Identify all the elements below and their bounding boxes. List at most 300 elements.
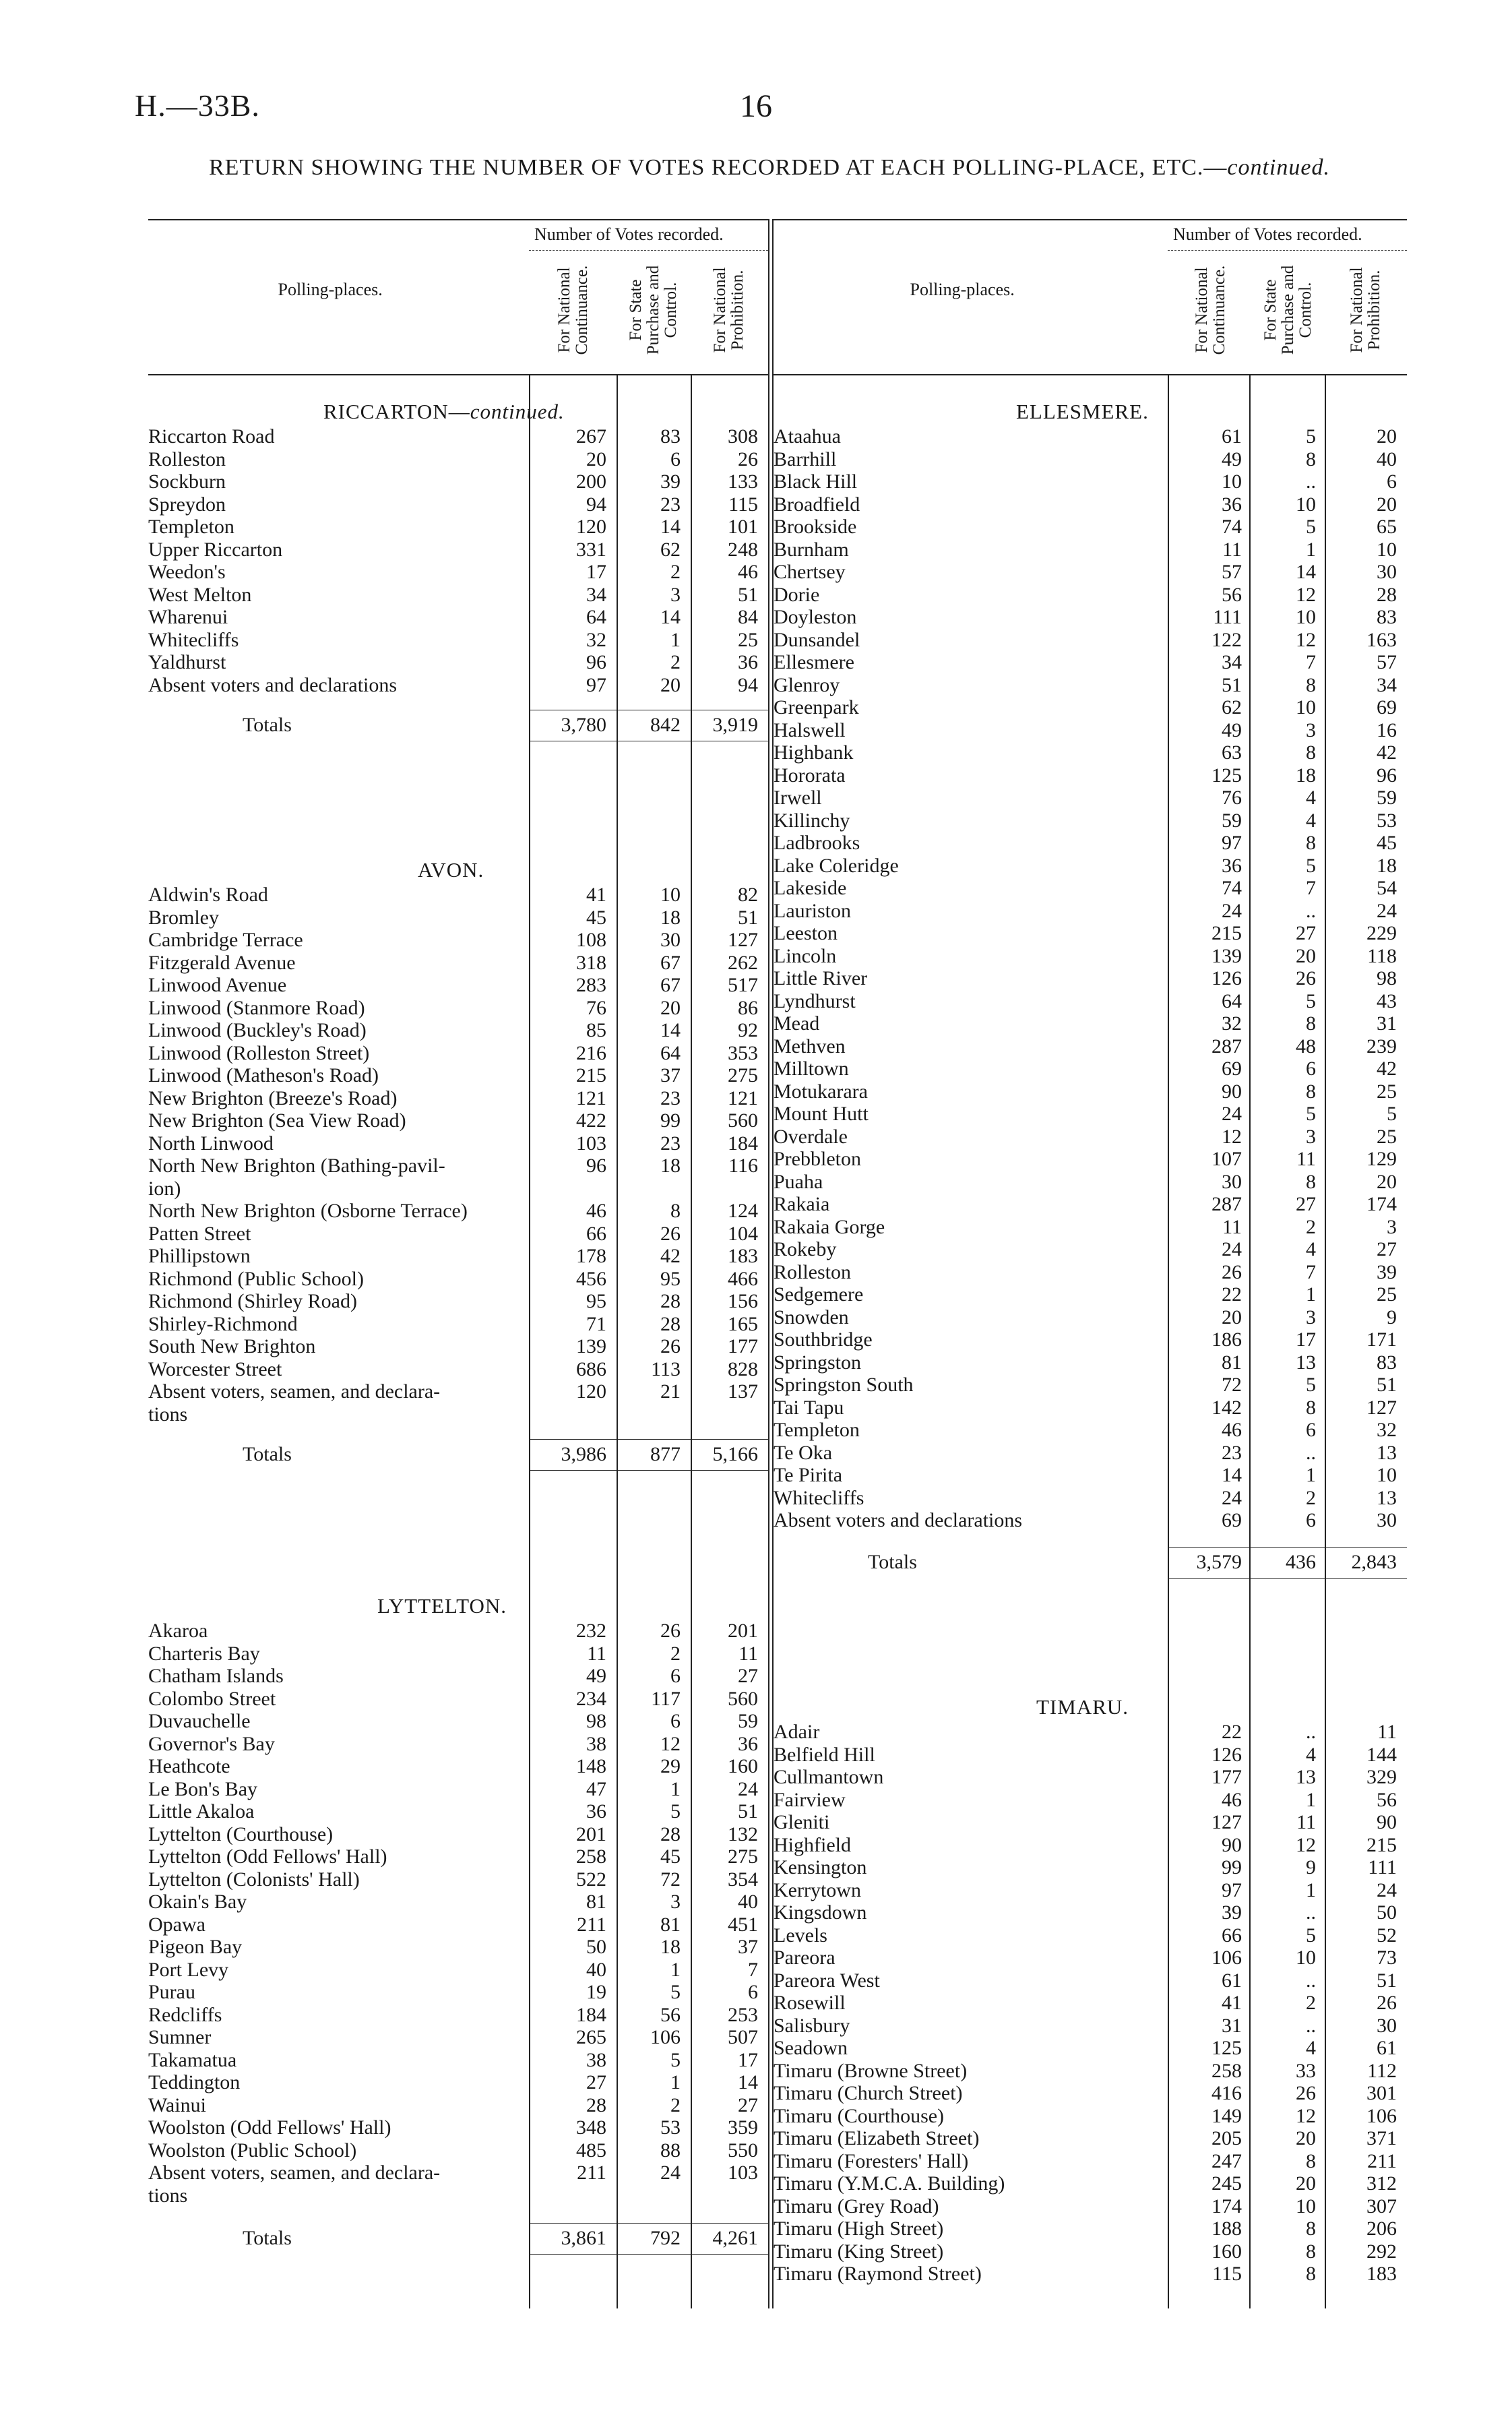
polling-place-name: Kingsdown xyxy=(774,1901,867,1924)
table-row xyxy=(774,877,1407,899)
vote-count-c2: 1 xyxy=(1306,538,1316,561)
vote-count-c3: 106 xyxy=(1366,2104,1397,2127)
vote-count-c1: 120 xyxy=(576,1380,606,1403)
polling-place-name: Port Levy xyxy=(148,1958,229,1981)
polling-place-name: North New Brighton (Bathing-pavil- xyxy=(148,1155,445,1177)
totals-label: Totals xyxy=(243,1443,292,1465)
polling-place-name: Absent voters and declarations xyxy=(774,1509,1023,1531)
vote-count-c1: 205 xyxy=(1211,2127,1242,2149)
polling-place-name: Colombo Street xyxy=(148,1687,276,1710)
vote-count-c3: 45 xyxy=(1377,832,1397,854)
polling-place-name: Upper Riccarton xyxy=(148,538,283,561)
table-row xyxy=(774,1012,1407,1035)
vote-count-c3: 84 xyxy=(738,606,758,628)
vote-count-c2: 3 xyxy=(1306,1306,1316,1328)
vote-count-c2: 8 xyxy=(1306,1012,1316,1035)
vote-count-c2: 1 xyxy=(1306,1788,1316,1811)
polling-place-name: Burnham xyxy=(774,538,849,561)
vote-count-c1: 331 xyxy=(576,538,606,561)
vote-count-c3: 229 xyxy=(1366,922,1397,944)
totals-c2: 436 xyxy=(1286,1550,1316,1573)
vote-count-c1: 318 xyxy=(576,951,606,974)
table-row xyxy=(148,1200,768,1222)
polling-place-name: Killinchy xyxy=(774,809,850,832)
table-row xyxy=(774,1834,1407,1856)
vote-count-c3: 354 xyxy=(728,1868,758,1891)
vote-count-c2: 12 xyxy=(1296,628,1316,651)
vote-count-c2: 23 xyxy=(660,1132,681,1155)
vote-count-c1: 23 xyxy=(1222,1441,1242,1464)
vote-count-c3: 184 xyxy=(728,1132,758,1155)
polling-place-name: Springston South xyxy=(774,1374,914,1396)
polling-place-name: Absent voters, seamen, and declara- xyxy=(148,2162,441,2184)
vote-count-c2: 14 xyxy=(660,1019,681,1041)
vote-count-c3: 20 xyxy=(1377,1170,1397,1193)
polling-place-name: tions xyxy=(148,1403,188,1426)
vote-count-c2: 6 xyxy=(670,1665,681,1687)
vote-count-c3: 307 xyxy=(1366,2195,1397,2217)
vote-count-c2: 56 xyxy=(660,2003,681,2026)
page-title xyxy=(209,155,1330,181)
table-row xyxy=(774,1103,1407,1125)
header-bottom-rule xyxy=(774,374,1407,375)
vote-count-c3: 201 xyxy=(728,1620,758,1642)
table-row xyxy=(774,1901,1407,1924)
vote-count-c2: .. xyxy=(1306,1721,1316,1743)
polling-place-name: Belfield Hill xyxy=(774,1743,875,1766)
vote-count-c2: 18 xyxy=(660,1936,681,1958)
vote-count-c2: 3 xyxy=(1306,1125,1316,1148)
vote-count-c1: 200 xyxy=(576,470,606,493)
vote-count-c1: 287 xyxy=(1211,1035,1242,1058)
vote-count-c2: 5 xyxy=(1306,425,1316,448)
polling-place-name: Lauriston xyxy=(774,899,851,922)
vote-count-c2: 48 xyxy=(1296,1035,1316,1058)
vote-count-c3: 215 xyxy=(1366,1833,1397,1856)
table-row xyxy=(774,1487,1407,1509)
polling-place-name: Linwood (Matheson's Road) xyxy=(148,1064,379,1086)
vote-count-c3: 18 xyxy=(1377,854,1397,877)
vote-count-c1: 416 xyxy=(1211,2082,1242,2104)
table-row xyxy=(774,1856,1407,1878)
vote-count-c1: 71 xyxy=(586,1312,606,1335)
vote-count-c1: 74 xyxy=(1222,877,1242,899)
vote-count-c2: 4 xyxy=(1306,1743,1316,1766)
polling-place-name: Templeton xyxy=(148,516,234,538)
table-row xyxy=(774,561,1407,583)
table-row xyxy=(148,1891,768,1913)
vote-count-c2: 2 xyxy=(1306,1486,1316,1509)
polling-place-name: Linwood (Stanmore Road) xyxy=(148,996,365,1019)
polling-place-name: North New Brighton (Osborne Terrace) xyxy=(148,1200,468,1222)
table-row xyxy=(148,2026,768,2048)
vote-count-c1: 184 xyxy=(576,2003,606,2026)
table-row xyxy=(774,1058,1407,1080)
table-row xyxy=(774,900,1407,922)
polling-place-name: Dorie xyxy=(774,583,820,606)
vote-count-c3: 30 xyxy=(1377,561,1397,583)
polling-place-name: Linwood (Rolleston Street) xyxy=(148,1041,370,1064)
vote-count-c1: 61 xyxy=(1222,1969,1242,1992)
vote-count-c3: 275 xyxy=(728,1845,758,1868)
vote-count-c1: 32 xyxy=(1222,1012,1242,1035)
vote-count-c2: 3 xyxy=(670,583,681,606)
table-row xyxy=(148,1800,768,1823)
vote-count-c3: 25 xyxy=(738,628,758,651)
vote-count-c1: 94 xyxy=(586,493,606,516)
vote-count-c1: 57 xyxy=(1222,561,1242,583)
vote-count-c3: 57 xyxy=(1377,651,1397,673)
table-row xyxy=(774,425,1407,448)
vote-count-c2: 88 xyxy=(660,2139,681,2162)
table-row xyxy=(148,1087,768,1109)
table-row xyxy=(774,651,1407,673)
document-reference: H.—33B. xyxy=(135,88,260,123)
table-row xyxy=(148,2071,768,2093)
vote-count-c2: 1 xyxy=(670,1958,681,1981)
vote-count-c2: 28 xyxy=(660,1823,681,1845)
vote-count-c1: 178 xyxy=(576,1245,606,1267)
vote-count-c3: 171 xyxy=(1366,1328,1397,1351)
vote-count-c3: 118 xyxy=(1367,944,1397,967)
polling-place-name: Black Hill xyxy=(774,470,858,493)
totals-c3: 4,261 xyxy=(712,2227,758,2249)
vote-count-c2: 17 xyxy=(1296,1328,1316,1351)
vote-count-c3: 94 xyxy=(738,673,758,696)
table-row xyxy=(774,809,1407,832)
vote-count-c1: 34 xyxy=(1222,651,1242,673)
table-row xyxy=(774,1080,1407,1103)
vote-count-c2: 20 xyxy=(1296,2127,1316,2149)
table-row xyxy=(148,1042,768,1064)
table-row xyxy=(774,2037,1407,2059)
vote-count-c2: 4 xyxy=(1306,2037,1316,2059)
vote-count-c2: 1 xyxy=(1306,1878,1316,1901)
header-bottom-rule xyxy=(148,374,768,375)
vote-count-c1: 32 xyxy=(586,628,606,651)
table-row xyxy=(774,2082,1407,2104)
vote-count-c3: 156 xyxy=(728,1290,758,1312)
polling-place-name: Woolston (Odd Fellows' Hall) xyxy=(148,2116,391,2139)
table-row xyxy=(774,2172,1407,2195)
vote-count-c1: 38 xyxy=(586,1732,606,1755)
vote-count-c2: 23 xyxy=(660,1086,681,1109)
vote-count-c1: 81 xyxy=(1222,1351,1242,1374)
vote-count-c2: .. xyxy=(1306,1969,1316,1992)
vote-count-c1: 49 xyxy=(1222,448,1242,470)
polling-place-name: Governor's Bay xyxy=(148,1732,275,1755)
polling-place-name: Doyleston xyxy=(774,606,857,628)
table-row xyxy=(148,606,768,628)
polling-place-name: Patten Street xyxy=(148,1222,251,1245)
polling-place-name: Charteris Bay xyxy=(148,1642,260,1665)
vote-count-c2: 26 xyxy=(1296,2082,1316,2104)
table-row xyxy=(774,990,1407,1012)
vote-count-c3: 127 xyxy=(1366,1396,1397,1419)
polling-place-name: Yaldhurst xyxy=(148,651,226,673)
vote-count-c3: 20 xyxy=(1377,425,1397,448)
polling-place-name: Timaru (King Street) xyxy=(774,2240,944,2263)
table-row xyxy=(148,952,768,974)
vote-count-c3: 507 xyxy=(728,2026,758,2048)
vote-count-c1: 30 xyxy=(1222,1170,1242,1193)
vote-count-c1: 59 xyxy=(1222,809,1242,832)
vote-count-c2: 11 xyxy=(1296,1811,1316,1833)
vote-count-c3: 121 xyxy=(728,1086,758,1109)
table-row xyxy=(774,1464,1407,1486)
vote-count-c2: 12 xyxy=(1296,1833,1316,1856)
vote-count-c1: 26 xyxy=(1222,1260,1242,1283)
vote-count-c3: 211 xyxy=(1367,2149,1397,2172)
vote-count-c3: 20 xyxy=(1377,493,1397,516)
polling-place-name: Sumner xyxy=(148,2026,212,2048)
group-underline xyxy=(529,250,768,251)
polling-place-name: Riccarton Road xyxy=(148,425,275,448)
table-row xyxy=(774,470,1407,493)
table-double-divider xyxy=(772,219,774,2308)
vote-count-c2: 10 xyxy=(1296,2195,1316,2217)
polling-place-name: New Brighton (Sea View Road) xyxy=(148,1109,406,1132)
vote-count-c2: 5 xyxy=(1306,989,1316,1012)
vote-count-c2: 7 xyxy=(1306,651,1316,673)
vote-count-c1: 11 xyxy=(1222,538,1242,561)
vote-count-c1: 215 xyxy=(1211,922,1242,944)
vote-count-c1: 49 xyxy=(1222,718,1242,741)
table-row xyxy=(148,1959,768,1981)
table-row xyxy=(774,2195,1407,2217)
vote-count-c3: 59 xyxy=(1377,787,1397,809)
totals-c2: 877 xyxy=(650,1443,681,1465)
vote-count-c1: 120 xyxy=(576,516,606,538)
table-row xyxy=(774,2150,1407,2172)
vote-count-c3: 183 xyxy=(728,1245,758,1267)
column-header-c3: For National Prohibition. xyxy=(710,267,747,353)
polling-places-header: Polling-places. xyxy=(910,280,1015,299)
table-row xyxy=(148,1823,768,1845)
table-row xyxy=(148,448,768,470)
vote-count-c3: 550 xyxy=(728,2139,758,2162)
vote-count-c1: 64 xyxy=(586,606,606,628)
vote-count-c2: 39 xyxy=(660,470,681,493)
vote-count-c1: 139 xyxy=(1211,944,1242,967)
polling-place-name: Seadown xyxy=(774,2037,848,2059)
vote-count-c2: 2 xyxy=(670,561,681,583)
polling-place-name: Irwell xyxy=(774,787,822,809)
polling-place-name: Ellesmere xyxy=(774,651,854,673)
totals-rule xyxy=(529,1439,768,1440)
vote-count-c2: 6 xyxy=(1306,1419,1316,1441)
vote-count-c2: 27 xyxy=(1296,922,1316,944)
vote-count-c2: 5 xyxy=(1306,1103,1316,1125)
table-row xyxy=(774,1419,1407,1441)
vote-count-c3: 51 xyxy=(738,583,758,606)
totals-label: Totals xyxy=(868,1550,917,1573)
vote-count-c3: 312 xyxy=(1366,2172,1397,2195)
polling-place-name: Redcliffs xyxy=(148,2003,222,2026)
vote-count-c1: 66 xyxy=(586,1222,606,1245)
table-row xyxy=(774,584,1407,606)
vote-count-c3: 36 xyxy=(738,651,758,673)
table-row xyxy=(148,2094,768,2116)
vote-count-c3: 111 xyxy=(1368,1856,1397,1878)
table-row xyxy=(774,696,1407,718)
vote-count-c2: 99 xyxy=(660,1109,681,1132)
table-row xyxy=(774,832,1407,854)
vote-count-c2: 37 xyxy=(660,1064,681,1086)
table-row xyxy=(148,1268,768,1290)
vote-count-c3: 51 xyxy=(738,1800,758,1823)
vote-count-c3: 7 xyxy=(748,1958,758,1981)
vote-count-c3: 69 xyxy=(1377,696,1397,718)
vote-count-c3: 25 xyxy=(1377,1080,1397,1103)
table-row xyxy=(774,1721,1407,1743)
polling-place-name: Fitzgerald Avenue xyxy=(148,951,296,974)
vote-count-c2: 9 xyxy=(1306,1856,1316,1878)
polling-place-name: Salisbury xyxy=(774,2014,850,2037)
vote-count-c2: .. xyxy=(1306,1901,1316,1924)
polling-place-name: Wharenui xyxy=(148,606,228,628)
vote-count-c2: 10 xyxy=(1296,1947,1316,1969)
polling-place-name: Hororata xyxy=(774,764,846,787)
vote-count-c1: 46 xyxy=(1222,1419,1242,1441)
vote-count-c2: 14 xyxy=(660,516,681,538)
vote-count-c1: 121 xyxy=(576,1086,606,1109)
table-row xyxy=(148,470,768,493)
vote-count-c1: 125 xyxy=(1211,2037,1242,2059)
vote-count-c2: 1 xyxy=(1306,1464,1316,1486)
polling-place-name: Lyndhurst xyxy=(774,989,856,1012)
vote-count-c2: 1 xyxy=(670,628,681,651)
table-row xyxy=(774,539,1407,561)
vote-count-c3: 24 xyxy=(1377,1878,1397,1901)
table-row xyxy=(774,1148,1407,1170)
polling-place-name: Tai Tapu xyxy=(774,1396,844,1419)
polling-place-name: Takamatua xyxy=(148,2048,237,2071)
polling-place-name: Broadfield xyxy=(774,493,860,516)
vote-count-c2: 18 xyxy=(1296,764,1316,787)
vote-count-c1: 38 xyxy=(586,2048,606,2071)
vote-count-c2: 6 xyxy=(1306,1509,1316,1531)
table-row xyxy=(774,1035,1407,1058)
vote-count-c3: 42 xyxy=(1377,1058,1397,1080)
polling-place-name: Pareora xyxy=(774,1947,836,1969)
table-row xyxy=(774,1306,1407,1328)
polling-place-name: Rolleston xyxy=(148,448,226,470)
vote-count-c3: 129 xyxy=(1366,1148,1397,1170)
vote-count-c1: 46 xyxy=(1222,1788,1242,1811)
table-row xyxy=(148,561,768,583)
polling-place-name: Timaru (Y.M.C.A. Building) xyxy=(774,2172,1005,2195)
vote-count-c1: 62 xyxy=(1222,696,1242,718)
vote-count-c1: 11 xyxy=(587,1642,606,1665)
vote-count-c3: 40 xyxy=(738,1891,758,1913)
group-underline xyxy=(1168,250,1407,251)
table-row xyxy=(774,922,1407,944)
vote-count-c1: 51 xyxy=(1222,673,1242,696)
vote-count-c1: 36 xyxy=(586,1800,606,1823)
vote-count-c3: 13 xyxy=(1377,1486,1397,1509)
table-row xyxy=(774,1261,1407,1283)
table-row xyxy=(148,1313,768,1335)
vote-count-c3: 86 xyxy=(738,996,758,1019)
vote-count-c1: 97 xyxy=(586,673,606,696)
vote-count-c3: 353 xyxy=(728,1041,758,1064)
vote-count-c1: 69 xyxy=(1222,1509,1242,1531)
vote-count-c2: 72 xyxy=(660,1868,681,1891)
totals-row xyxy=(148,1443,768,1465)
polling-place-name: Templeton xyxy=(774,1419,860,1441)
vote-count-c3: 39 xyxy=(1377,1260,1397,1283)
vote-count-c2: 5 xyxy=(670,1981,681,2003)
column-divider xyxy=(691,374,692,2308)
table-row xyxy=(148,1177,768,1200)
totals-row xyxy=(148,714,768,736)
polling-place-name: Timaru (Grey Road) xyxy=(774,2195,939,2217)
vote-count-c3: 6 xyxy=(1387,470,1397,493)
vote-count-c1: 103 xyxy=(576,1132,606,1155)
vote-count-c2: 6 xyxy=(670,448,681,470)
vote-count-c2: 4 xyxy=(1306,787,1316,809)
polling-place-name: Teddington xyxy=(148,2071,241,2093)
vote-count-c3: 28 xyxy=(1377,583,1397,606)
vote-count-c1: 72 xyxy=(1222,1374,1242,1396)
vote-count-c2: 5 xyxy=(1306,854,1316,877)
table-row xyxy=(148,1710,768,1732)
vote-count-c3: 83 xyxy=(1377,606,1397,628)
vote-count-c3: 42 xyxy=(1377,741,1397,764)
totals-c3: 3,919 xyxy=(712,714,758,736)
vote-count-c1: 96 xyxy=(586,1155,606,1177)
vote-count-c3: 560 xyxy=(728,1687,758,1710)
polling-place-name: Springston xyxy=(774,1351,862,1374)
table-row xyxy=(774,606,1407,628)
vote-count-c2: 14 xyxy=(1296,561,1316,583)
vote-count-c1: 149 xyxy=(1211,2104,1242,2127)
vote-count-c1: 234 xyxy=(576,1687,606,1710)
polling-place-name: Spreydon xyxy=(148,493,226,516)
table-row xyxy=(148,1845,768,1868)
table-row xyxy=(774,2263,1407,2285)
polling-place-name: Timaru (Church Street) xyxy=(774,2082,963,2104)
table-row xyxy=(774,1509,1407,1531)
polling-place-name: Pareora West xyxy=(774,1969,880,1992)
table-row xyxy=(774,1766,1407,1788)
vote-count-c3: 101 xyxy=(728,516,758,538)
vote-count-c3: 144 xyxy=(1366,1743,1397,1766)
table-row xyxy=(148,425,768,448)
polling-place-name: Phillipstown xyxy=(148,1245,251,1267)
vote-count-c1: 19 xyxy=(586,1981,606,2003)
vote-count-c1: 64 xyxy=(1222,989,1242,1012)
polling-place-name: North Linwood xyxy=(148,1132,274,1155)
polling-place-name: Shirley-Richmond xyxy=(148,1312,298,1335)
vote-count-c2: 26 xyxy=(660,1335,681,1357)
vote-count-c2: 8 xyxy=(1306,1396,1316,1419)
vote-count-c3: 137 xyxy=(728,1380,758,1403)
vote-count-c2: 5 xyxy=(670,1800,681,1823)
vote-count-c3: 239 xyxy=(1366,1035,1397,1058)
polling-place-name: Bromley xyxy=(148,906,219,929)
table-row xyxy=(774,945,1407,967)
table-row xyxy=(148,1665,768,1687)
polling-place-name: Timaru (High Street) xyxy=(774,2217,944,2240)
vote-count-c1: 36 xyxy=(1222,493,1242,516)
vote-count-c2: 33 xyxy=(1296,2059,1316,2082)
table-row xyxy=(774,674,1407,696)
vote-count-c1: 24 xyxy=(1222,1238,1242,1260)
table-row xyxy=(148,2116,768,2139)
vote-count-c1: 177 xyxy=(1211,1766,1242,1788)
